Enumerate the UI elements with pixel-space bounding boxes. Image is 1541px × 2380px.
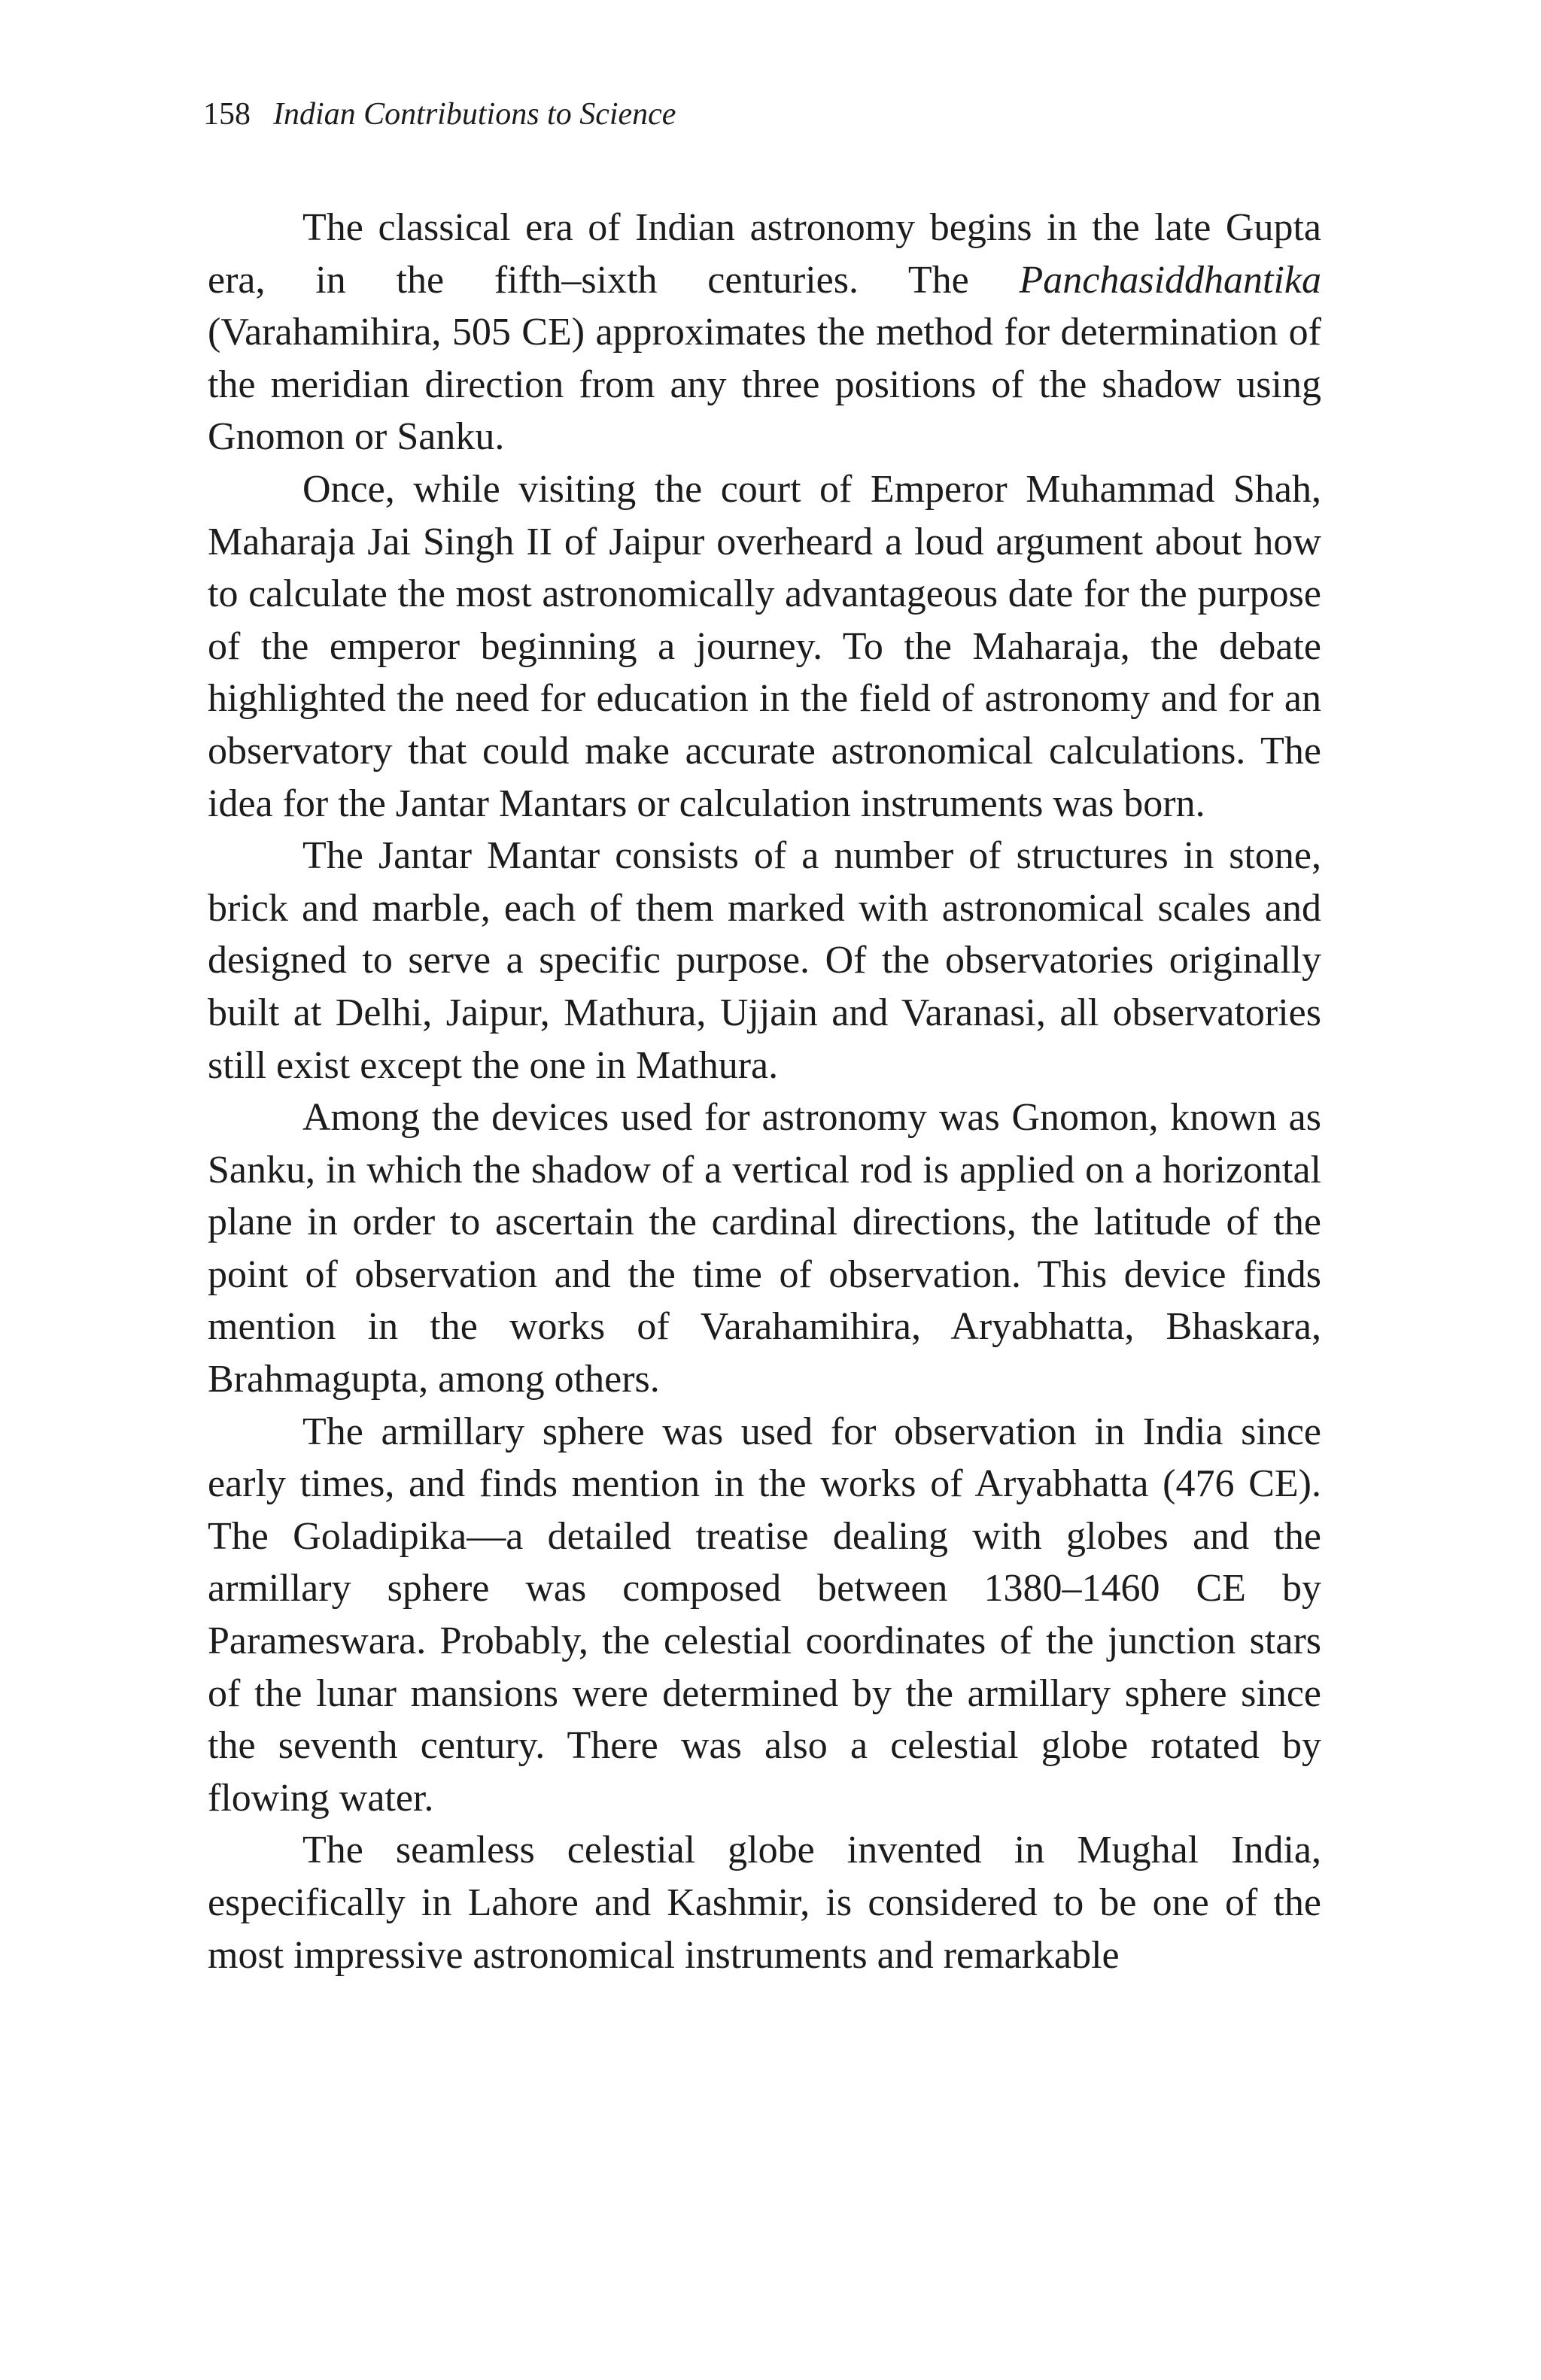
paragraph-panchasiddhantika [208, 202, 1321, 463]
paragraph-jai-singh: Once, while visiting the court of Emperor Muhammad Shah, Maharaja Jai Singh II of Jaipur overheard a loud argument about how to calculate the most astronomically advantageous date for the purpose of the emperor beginning a journey. To the Maharaja, the debate highlighted the need for education in the field of astronomy and for an observatory that could make accurate astronomical calculations. The idea for the Jantar Mantars or calculation instruments was born. [208, 467, 1321, 825]
body-text [208, 202, 1321, 1981]
running-head [203, 93, 676, 135]
book-title: Indian Contributions to Science [273, 97, 676, 132]
paragraph-gnomon: Among the devices used for astronomy was Gnomon, known as Sanku, in which the shadow of a vertical rod is applied on a horizontal plane in order to ascertain the cardinal directions, the latitude of the point of observation and the time of observation. This device finds mention in the works of Varahamihira, Aryabhatta, Bhaskara, Brahmagupta, among others. [208, 1096, 1321, 1401]
page-number: 158 [203, 97, 251, 132]
paragraph-armillary-sphere: The armillary sphere was used for observation in India since early times, and finds mention in the works of Aryabhatta (476 CE). The Goladipika—a detailed treatise dealing with globes and the armillary sphere was composed between 1380–1460 CE by Parameswara. Probably, the celestial coordinates of the junction stars of the lunar mansions were determined by the armillary sphere since the seventh century. There was also a celestial globe rotated by flowing water. [208, 1410, 1321, 1820]
paragraph-jantar-mantar: The Jantar Mantar consists of a number of structures in stone, brick and marble, each of them marked with astronomical scales and designed to serve a specific purpose. Of the observatories originally built at Delhi, Jaipur, Mathura, Ujjain and Varanasi, all observatories still exist except the one in Mathura. [208, 834, 1321, 1087]
paragraph-text: The classical era of Indian astronomy begins in the late Gupta era, in the fifth–sixth centuries. The [208, 206, 1321, 302]
italic-title-panchasiddhantika: Panchasiddhantika [1019, 258, 1321, 302]
paragraph-celestial-globe: The seamless celestial globe invented in Mughal India, especifically in Lahore and Kashmir, is considered to be one of the most impressive astronomical instruments and remarkable [208, 1829, 1321, 1977]
paragraph-text: (Varahamihira, 505 CE) approximates the method for determination of the meridian direction from any three positions of the shadow using Gnomon or Sanku. [208, 311, 1321, 459]
